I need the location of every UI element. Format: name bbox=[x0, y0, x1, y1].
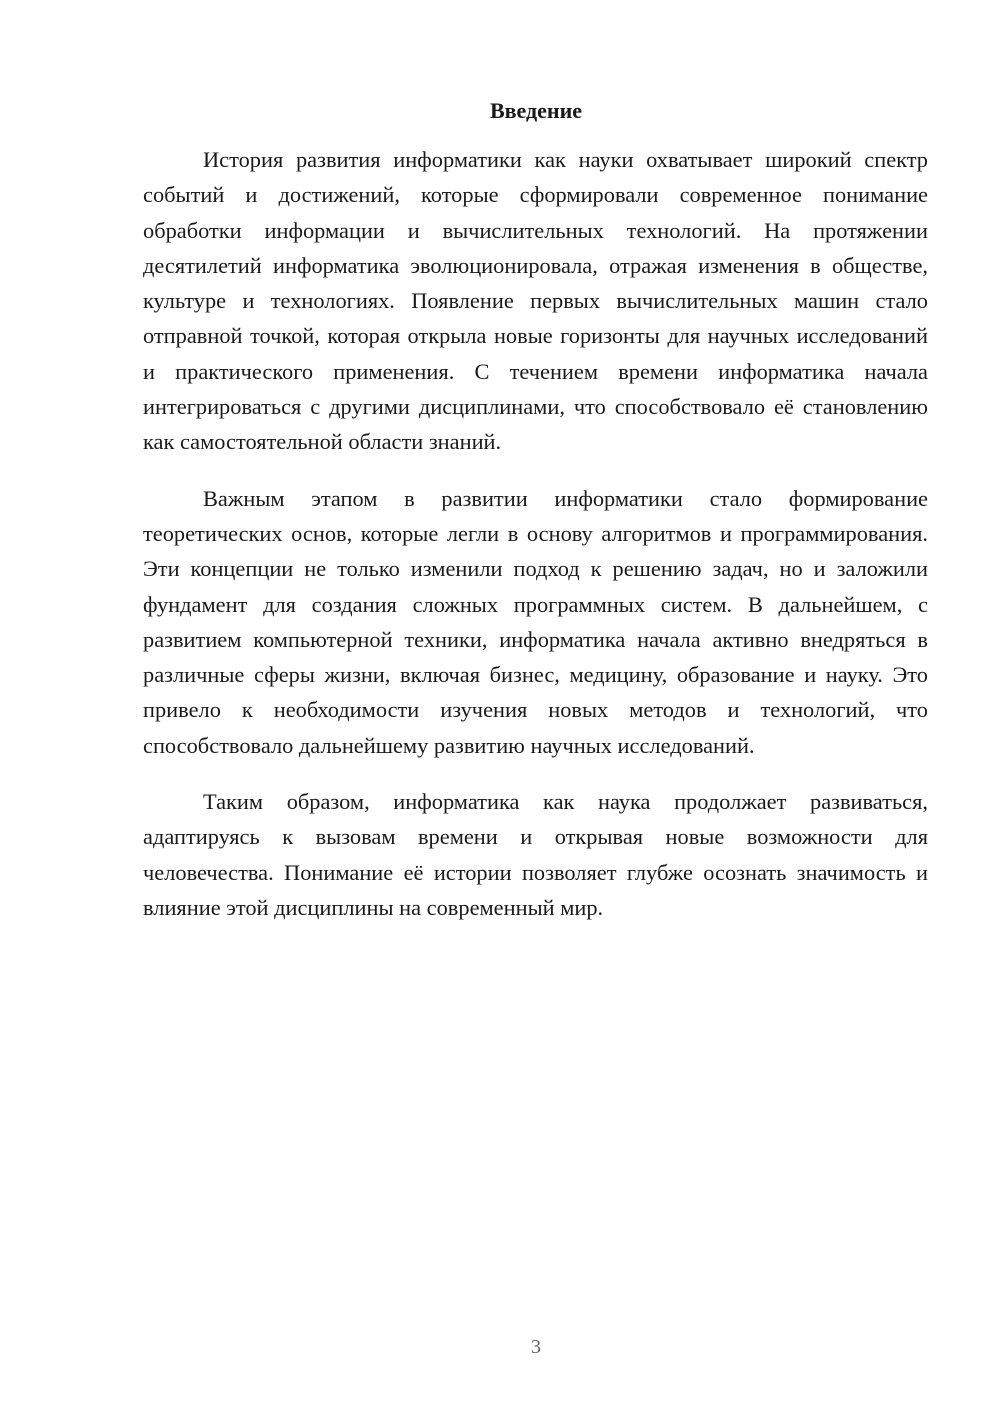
body-text bbox=[143, 142, 928, 946]
section-title: Введение bbox=[489, 98, 583, 123]
paragraph-2: Важным этапом в развитии информатики стало формирование теоретических основ, которые легли в основу алгоритмов и программирования. Эти концепции не только изменили подход к решению задач, но и заложили фундамент для создания сложных программных систем. В дальнейшем, с развитием компьютерной техники, информатика начала активно внедряться в различные сферы жизни, включая бизнес, медицину, образование и науку. Это привело к необходимости изучения новых методов и технологий, что способствовало дальнейшему развитию научных исследований. bbox=[143, 485, 928, 758]
paragraph-1: История развития информатики как науки охватывает широкий спектр событий и достижений, которые сформировали современное понимание обработки информации и вычислительных технологий. На протяжении десятилетий информатика эволюционировала, отражая изменения в обществе, культуре и технологиях. Появление первых вычислительных машин стало отправной точкой, которая открыла новые горизонты для научных исследований и практического применения. С течением времени информатика начала интегрироваться с другими дисциплинами, что способствовало её становлению как самостоятельной области знаний. bbox=[143, 147, 928, 455]
paragraph-3: Таким образом, информатика как наука продолжает развиваться, адаптируясь к вызовам времени и открывая новые возможности для человечества. Понимание её истории позволяет глубже осознать значимость и влияние этой дисциплины на современный мир. bbox=[143, 789, 928, 920]
page-number: 3 bbox=[531, 1336, 541, 1358]
